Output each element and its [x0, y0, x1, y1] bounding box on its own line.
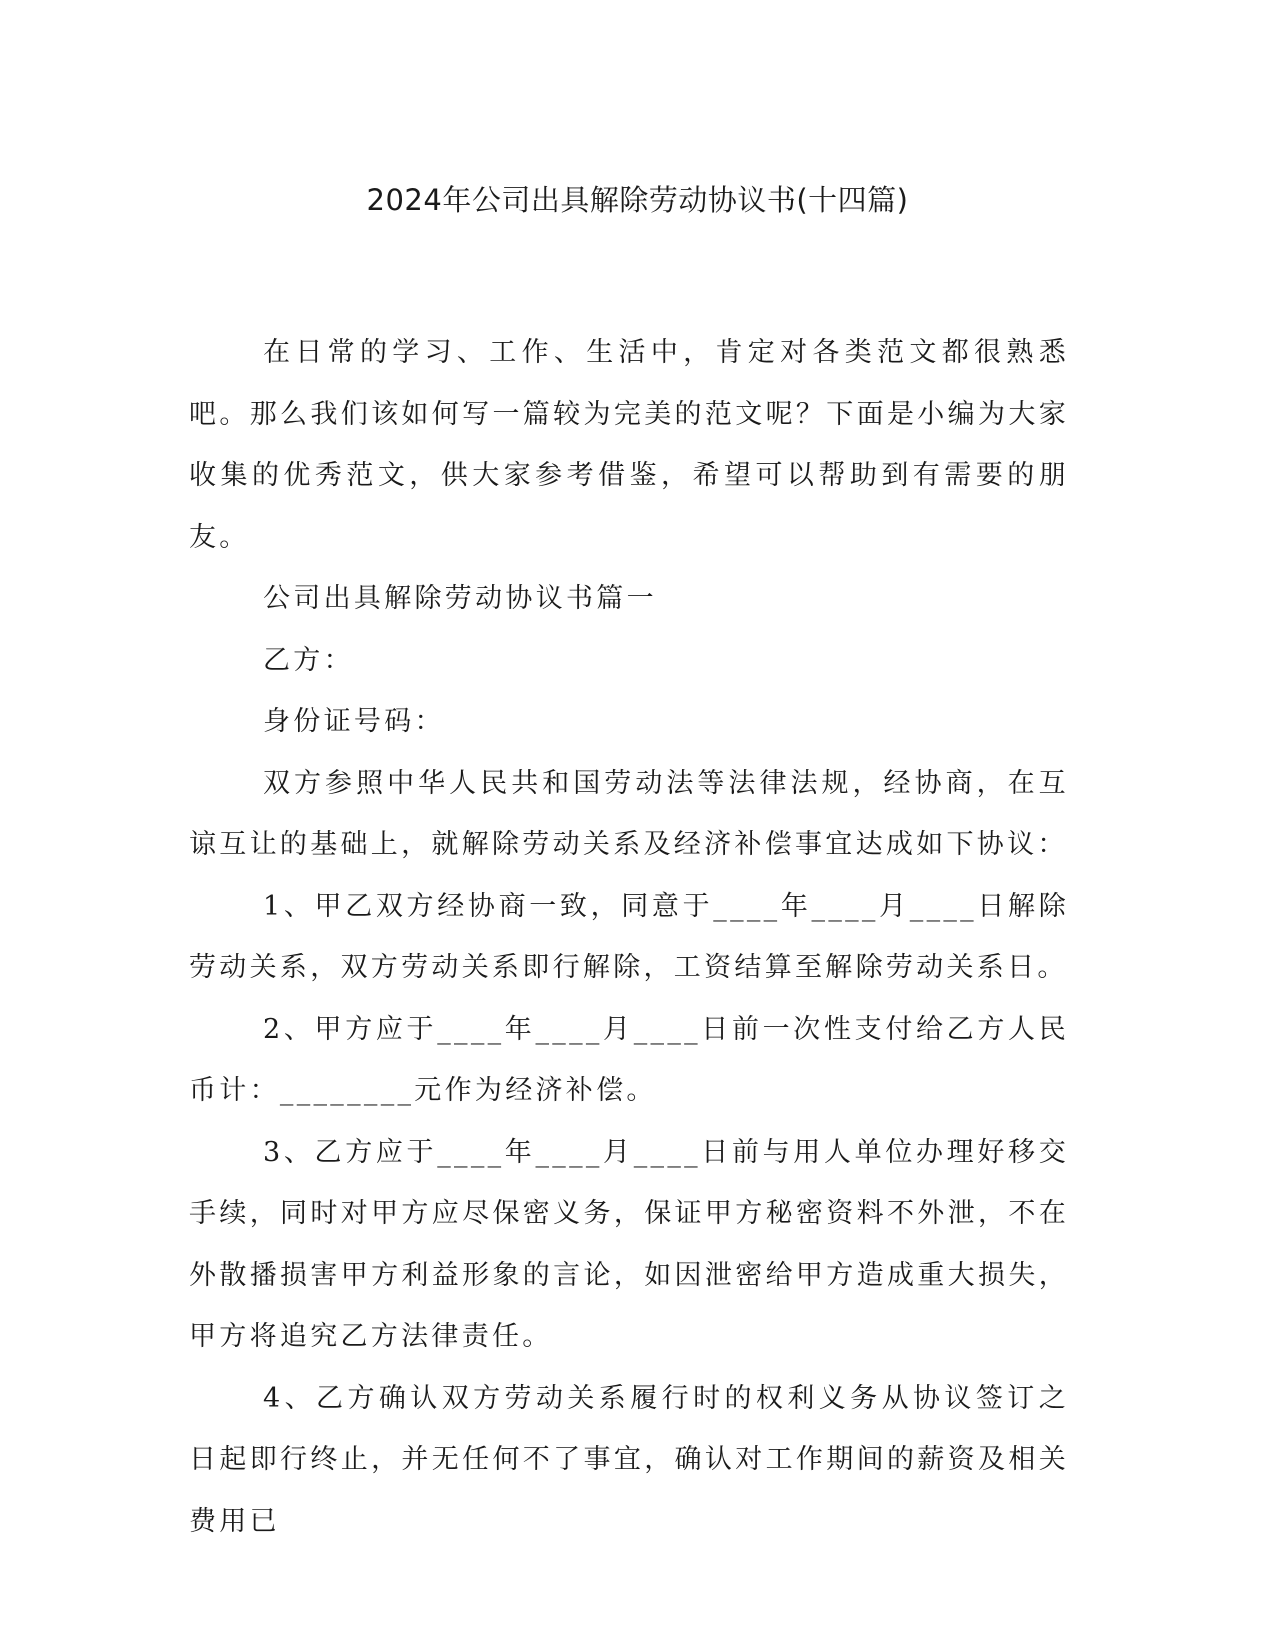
agreement-preamble: 双方参照中华人民共和国劳动法等法律法规，经协商，在互谅互让的基础上，就解除劳动关系及经济补偿事宜达成如下协议：	[189, 767, 1069, 860]
document-body	[189, 322, 1069, 1552]
document-title: 2024年公司出具解除劳动协议书(十四篇)	[366, 183, 909, 217]
clause-2: 2、甲方应于____年____月____日前一次性支付给乙方人民币计：________元作为经济补偿。	[189, 1013, 1069, 1106]
clause-1: 1、甲乙双方经协商一致，同意于____年____月____日解除劳动关系，双方劳动关系即行解除，工资结算至解除劳动关系日。	[189, 890, 1069, 983]
id-number-label: 身份证号码：	[263, 706, 445, 737]
section-heading: 公司出具解除劳动协议书篇一	[263, 583, 657, 614]
clause-3: 3、乙方应于____年____月____日前与用人单位办理好移交手续，同时对甲方应尽保密义务，保证甲方秘密资料不外泄，不在外散播损害甲方利益形象的言论，如因泄密给甲方造成重大损失，甲方将追究乙方法律责任。	[189, 1136, 1069, 1352]
clause-4: 4、乙方确认双方劳动关系履行时的权利义务从协议签订之日起即行终止，并无任何不了事宜，确认对工作期间的薪资及相关费用已	[189, 1382, 1069, 1537]
intro-paragraph: 在日常的学习、工作、生活中，肯定对各类范文都很熟悉吧。那么我们该如何写一篇较为完美的范文呢？下面是小编为大家收集的优秀范文，供大家参考借鉴，希望可以帮助到有需要的朋友。	[189, 337, 1069, 553]
party-b-label: 乙方：	[263, 644, 354, 676]
